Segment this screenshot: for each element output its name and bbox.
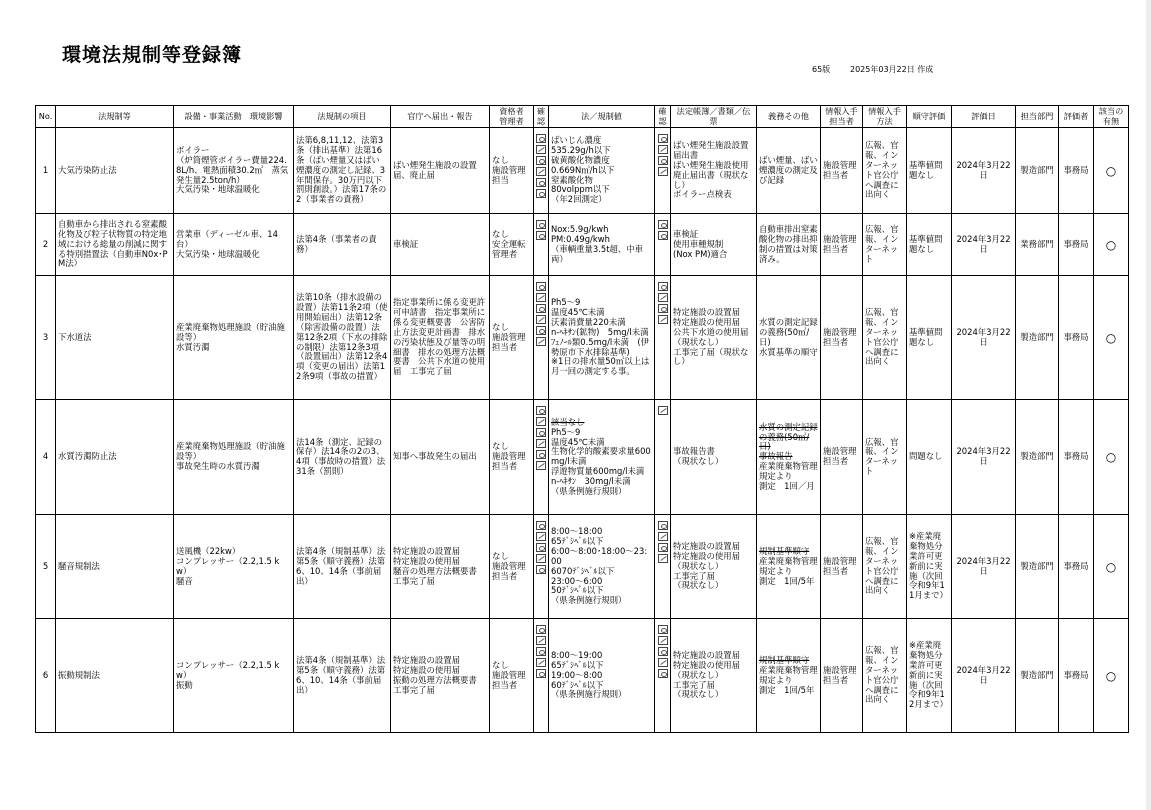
checked-box-icon [536, 554, 546, 563]
row-compliance: 基準値問題なし [907, 214, 952, 276]
row-law: 自動車から排出される窒素酸化物及び粒子状物質の特定地域における総量の削減に関する特別措置法（自動車N0x･PM法） [56, 214, 174, 276]
row-eval-date: 2024年3月22日 [952, 128, 1016, 214]
row-duty [757, 619, 821, 733]
row-report: 指定事業所に係る変更許可申請書 指定事業所に係る変更概要書 公害防止方法変更計画書 排水の汚染状態及び量等の明細書 排水の処理方法概要書 公共下水道の使用届 工事完了届 [391, 276, 490, 400]
checked-box-icon [536, 145, 546, 154]
row-value [549, 515, 655, 619]
row-info-method: 広報、官報、インターネット [863, 214, 907, 276]
checked-box-icon [536, 658, 546, 667]
header-duty: 義務その他 [757, 106, 821, 128]
row-qualified: なし 施設管理担当者 [490, 619, 534, 733]
table-row [36, 400, 1129, 515]
row-compliance: ※産業廃棄物処分業許可更新前に実施（次回令和9年12月まで） [907, 619, 952, 733]
row-report: 車検証 [391, 214, 490, 276]
row-value-text: Ph5～9 温度45℃未満 生物化学的酸素要求量600mg/l未満 浮遊物質量600mg/l未満 n-ﾍｷｻﾝ 30mg/l未満 （県条例施行規則） [551, 426, 651, 496]
row-no: 6 [36, 619, 56, 733]
row-law: 水質汚濁防止法 [56, 400, 174, 515]
checkbox-icon [536, 178, 546, 187]
row-item: 法第10条（排水設備の設置）法第11条2項（使用開始届出）法第12条（除害設備の設置）法第12条2項（下水の排除の制限）法第12条3項（設置届出）法第12条4項（変更の届出）法第12条9項（事故の措置） [294, 276, 391, 400]
row-applicable: ○ [1094, 400, 1129, 515]
row-info-person: 施設管理担当者 [821, 214, 863, 276]
row-no: 5 [36, 515, 56, 619]
row-value-text: Nox:5.9g/kwh PM:0.49g/kwh （車輌重量3.5t超、中車両） [551, 224, 643, 264]
row-duty [757, 214, 821, 276]
checkbox-icon [536, 450, 546, 459]
table-row [36, 214, 1129, 276]
checkbox-icon [536, 326, 546, 335]
checkbox-icon [536, 406, 546, 415]
row-no: 4 [36, 400, 56, 515]
row-evaluator: 事務局 [1059, 619, 1094, 733]
row-check1 [534, 276, 549, 400]
checkbox-icon [536, 428, 546, 437]
row-applicable: ○ [1094, 128, 1129, 214]
row-applicable: ○ [1094, 276, 1129, 400]
checked-box-icon [658, 636, 668, 645]
checked-box-icon [536, 636, 546, 645]
row-info-person: 施設管理担当者 [821, 515, 863, 619]
row-value [549, 400, 655, 515]
row-info-method: 広報、官報、インターネット [863, 400, 907, 515]
checkbox-icon [658, 220, 668, 229]
row-duty [757, 276, 821, 400]
row-check1 [534, 128, 549, 214]
row-value [549, 214, 655, 276]
row-info-person: 施設管理担当者 [821, 619, 863, 733]
row-info-method: 広報、官報、インターネット官公庁へ調査に出向く [863, 619, 907, 733]
checkbox-icon [658, 134, 668, 143]
header-ledger: 法定帳簿／書類／伝票 [671, 106, 757, 128]
header-applicable: 該当の 有無 [1094, 106, 1129, 128]
row-eval-date: 2024年3月22日 [952, 400, 1016, 515]
row-item: 法第4条（規制基準）法第5条（順守義務）法第6、10、14条（事前届出） [294, 515, 391, 619]
checkbox-icon [536, 625, 546, 634]
row-evaluator: 事務局 [1059, 214, 1094, 276]
row-evaluator: 事務局 [1059, 515, 1094, 619]
checked-box-icon [536, 532, 546, 541]
row-value [549, 128, 655, 214]
checked-box-icon [658, 145, 668, 154]
header-info-method: 情報入手 方法 [863, 106, 907, 128]
checked-box-icon [658, 532, 668, 541]
row-ledger: ばい煙発生施設設置届出書 ばい煙発生施設使用廃止届出書（現状なし） ボイラー点検表 [671, 128, 757, 214]
row-equipment: コンプレッサー（2.2,1.5 kw） 振動 [174, 619, 294, 733]
row-duty [757, 400, 821, 515]
checked-box-icon [658, 554, 668, 563]
checked-box-icon [536, 293, 546, 302]
row-duty-text: 産業廃棄物管理規定より 測定 1回／月 [759, 461, 818, 491]
row-duty-struck: 規制基準順守 [759, 546, 810, 557]
row-applicable: ○ [1094, 214, 1129, 276]
row-evaluator: 事務局 [1059, 128, 1094, 214]
header-qualified: 資格者 管理者 [490, 106, 534, 128]
table-row [36, 515, 1129, 619]
row-value-struck: 該当なし [551, 416, 585, 427]
checkbox-icon [658, 304, 668, 313]
row-item: 法第4条（事業者の責務） [294, 214, 391, 276]
row-ledger: 車検証 使用車種規制 (Nox PM)適合 [671, 214, 757, 276]
row-eval-date: 2024年3月22日 [952, 515, 1016, 619]
checkbox-icon [536, 220, 546, 229]
row-ledger: 特定施設の設置届 特定施設の使用届 公共下水道の使用届 （現状なし） 工事完了届（現状なし） [671, 276, 757, 400]
checkbox-icon [658, 647, 668, 656]
checked-box-icon [658, 315, 668, 324]
checkbox-icon [658, 669, 668, 678]
created-date: 2025年03月22日 作成 [850, 65, 934, 74]
header-check2: 確 認 [655, 106, 671, 128]
header-equipment: 設備・事業活動 環境影響 [174, 106, 294, 128]
header-law: 法規制等 [56, 106, 174, 128]
checked-box-icon [658, 293, 668, 302]
checkbox-icon [536, 189, 546, 198]
checked-box-icon [536, 315, 546, 324]
row-report: 特定施設の設置届 特定施設の使用届 振動の処理方法概要書 工事完了届 [391, 619, 490, 733]
row-check2 [655, 276, 671, 400]
row-dept: 業務部門 [1016, 214, 1059, 276]
row-check1 [534, 400, 549, 515]
row-equipment: 営業車（ディーゼル車、14台） 大気汚染・地球温暖化 [174, 214, 294, 276]
checkbox-icon [536, 543, 546, 552]
checkbox-icon [536, 134, 546, 143]
header-dept: 担当部門 [1016, 106, 1059, 128]
row-duty [757, 128, 821, 214]
row-report: 知事へ事故発生の届出 [391, 400, 490, 515]
checkbox-icon [658, 231, 668, 240]
row-qualified: なし 安全運転管理者 [490, 214, 534, 276]
row-duty-struck: 水質の測定記録の義務(50㎥/日) 事故報告 [759, 421, 818, 462]
checkbox-icon [658, 521, 668, 530]
row-compliance: 基準値問題なし [907, 128, 952, 214]
row-value-text: Ph5～9 温度45℃未満 沃素消費量220未満 n-ﾍｷｻﾝ(鉱物) 5mg/l未満 ﾌｪﾉｰﾙ類0.5mg/l未満 (伊勢原市下水排除基準) ※1日の排水量50㎥以上は月一回の測定する事。 [551, 297, 650, 377]
row-duty-text: 水質の測定記録の義務(50㎥/日) 水質基準の順守 [759, 317, 818, 357]
version-label: 65版 [812, 65, 831, 74]
row-item: 法第4条（規制基準）法第5条（順守義務）法第6、10、14条（事前届出） [294, 619, 391, 733]
row-duty [757, 515, 821, 619]
row-evaluator: 事務局 [1059, 276, 1094, 400]
checkbox-icon [536, 156, 546, 165]
header-info-person: 情報入手 担当者 [821, 106, 863, 128]
row-value [549, 276, 655, 400]
header-eval-date: 評価日 [952, 106, 1016, 128]
header-value: 法／規制値 [549, 106, 655, 128]
checked-box-icon [536, 417, 546, 426]
row-eval-date: 2024年3月22日 [952, 214, 1016, 276]
row-ledger: 特定施設の設置届 特定施設の使用届 （現状なし） 工事完了届 （現状なし） [671, 619, 757, 733]
row-report: 特定施設の設置届 特定施設の使用届 騒音の処理方法概要書 工事完了届 [391, 515, 490, 619]
row-law: 大気汚染防止法 [56, 128, 174, 214]
row-applicable: ○ [1094, 515, 1129, 619]
row-value-text: 8:00～19:00 65ﾃﾞｼﾍﾞﾙ以下 19:00～8:00 60ﾃﾞｼﾍﾞﾙ以下 （県条例施行規則） [551, 650, 627, 700]
row-equipment: 産業廃棄物処理施設（貯油施設等） 事故発生時の水質汚濁 [174, 400, 294, 515]
header-evaluator: 評価者 [1059, 106, 1094, 128]
checked-box-icon [658, 406, 668, 415]
row-check1 [534, 214, 549, 276]
header-check1: 確 認 [534, 106, 549, 128]
checkbox-icon [536, 647, 546, 656]
row-qualified: なし 施設管理担当者 [490, 515, 534, 619]
row-value [549, 619, 655, 733]
row-dept: 製造部門 [1016, 515, 1059, 619]
row-info-method: 広報、官報、インターネット官公庁へ調査に出向く [863, 276, 907, 400]
row-no: 2 [36, 214, 56, 276]
table-row [36, 128, 1129, 214]
checked-box-icon [536, 337, 546, 346]
checkbox-icon [658, 156, 668, 165]
row-qualified: なし 施設管理担当 [490, 128, 534, 214]
row-check1 [534, 619, 549, 733]
header-compliance: 順守評価 [907, 106, 952, 128]
row-check2 [655, 515, 671, 619]
row-equipment: 産業廃棄物処理施設（貯油施設等） 水質汚濁 [174, 276, 294, 400]
row-no: 3 [36, 276, 56, 400]
row-law: 騒音規制法 [56, 515, 174, 619]
row-dept: 製造部門 [1016, 128, 1059, 214]
row-applicable: ○ [1094, 619, 1129, 733]
checkbox-icon [536, 521, 546, 530]
row-evaluator: 事務局 [1059, 400, 1094, 515]
row-check2 [655, 214, 671, 276]
checkbox-icon [536, 304, 546, 313]
row-no: 1 [36, 128, 56, 214]
checked-box-icon [536, 439, 546, 448]
row-ledger: 特定施設の設置届 特定施設の使用届 （現状なし） 工事完了届 （現状なし） [671, 515, 757, 619]
checkbox-icon [536, 669, 546, 678]
row-eval-date: 2024年3月22日 [952, 276, 1016, 400]
checkbox-icon [658, 625, 668, 634]
checkbox-icon [658, 282, 668, 291]
row-compliance: ※産業廃棄物処分業許可更新前に実施（次回令和9年11月まで） [907, 515, 952, 619]
row-compliance: 問題なし [907, 400, 952, 515]
page-title: 環境法規制等登録簿 [62, 44, 243, 66]
checkbox-icon [536, 565, 546, 574]
row-eval-date: 2024年3月22日 [952, 619, 1016, 733]
row-duty-text: ばい煙量、ばい煙濃度の測定及び記録 [759, 154, 818, 185]
row-value-text: ばいじん濃度 535.29g/h以下 硫黄酸化物濃度 0.669N㎥/h以下 窒素酸化物 80volppm以下 （年2回測定） [551, 135, 615, 205]
row-duty-text: 産業廃棄物管理規定より 測定 1回/5年 [759, 664, 818, 695]
row-law: 下水道法 [56, 276, 174, 400]
register-table [35, 105, 1129, 733]
header-row [36, 106, 1129, 128]
row-info-method: 広報、官報、インターネット官公庁へ調査に出向く [863, 515, 907, 619]
checkbox-icon [536, 282, 546, 291]
header-report: 官庁へ届出・報告 [391, 106, 490, 128]
row-duty-struck: 規制基準順守 [759, 655, 810, 666]
row-duty-text: 産業廃棄物管理規定より 測定 1回/5年 [759, 555, 818, 586]
row-compliance: 基準値問題なし [907, 276, 952, 400]
row-check2 [655, 400, 671, 515]
row-dept: 製造部門 [1016, 276, 1059, 400]
row-check2 [655, 128, 671, 214]
header-item: 法規制の項目 [294, 106, 391, 128]
row-dept: 製造部門 [1016, 619, 1059, 733]
row-qualified: なし 施設管理担当者 [490, 400, 534, 515]
row-qualified: なし 施設管理担当者 [490, 276, 534, 400]
row-check2 [655, 619, 671, 733]
table-row [36, 276, 1129, 400]
row-law: 振動規制法 [56, 619, 174, 733]
checked-box-icon [536, 167, 546, 176]
row-check1 [534, 515, 549, 619]
row-info-person: 施設管理担当者 [821, 276, 863, 400]
row-equipment: 送風機（22kw） コンプレッサー（2.2,1.5 kw） 騒音 [174, 515, 294, 619]
header-no: No. [36, 106, 56, 128]
row-info-person: 施設管理担当者 [821, 128, 863, 214]
row-info-person: 施設管理担当者 [821, 400, 863, 515]
row-report: ばい煙発生施設の設置届、廃止届 [391, 128, 490, 214]
checked-box-icon [536, 461, 546, 470]
row-equipment: ボイラー （炉筒煙管ボイラー費量224.8L/h、電熱面積30.2㎡ 蒸気発生量2.5ton/h） 大気汚染・地球温暖化 [174, 128, 294, 214]
row-ledger: 事故報告書 （現状なし） [671, 400, 757, 515]
checkbox-icon [658, 543, 668, 552]
checked-box-icon [658, 658, 668, 667]
row-dept: 製造部門 [1016, 400, 1059, 515]
row-value-text: 8:00～18:00 65ﾃﾞｼﾍﾞﾙ以下 6:00～8:00･18:00～23:00 6070ﾃﾞｼﾍﾞﾙ以下 23:00～6:00 50ﾃﾞｼﾍﾞﾙ以下 （県条例施行規則） [551, 526, 648, 606]
checkbox-icon [536, 231, 546, 240]
table-row [36, 619, 1129, 733]
row-item: 法第6,8,11,12、法第3条（排出基準）法第16条（ばい煙量又はばい煙濃度の測定し記録、3年間保存。30万円以下罰則創設。）法第17条の2（事業者の責務） [294, 128, 391, 214]
row-info-method: 広報、官報、インターネット官公庁へ調査に出向く [863, 128, 907, 214]
checked-box-icon [658, 167, 668, 176]
row-duty-text: 自動車排出窒素酸化物の排出抑制の措置は対策済み。 [759, 224, 818, 264]
row-item: 法14条（測定、記録の保存）法14条の2の3、4項（事故時の措置）法31条（罰則） [294, 400, 391, 515]
